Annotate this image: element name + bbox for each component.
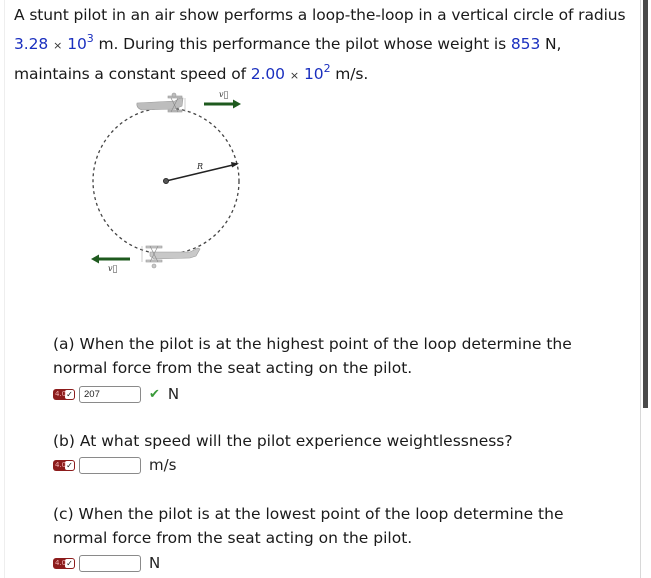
answer-row-c [53, 554, 160, 572]
badge-check-icon: ✓ [66, 460, 73, 470]
weight-value: 853 [510, 35, 541, 53]
attempts-badge[interactable] [53, 558, 75, 569]
answer-input-c[interactable] [79, 555, 141, 572]
badge-check-icon: ✓ [66, 389, 73, 399]
intro-text-3: N, maintains a constant speed of [14, 35, 562, 83]
times-symbol: × [53, 39, 63, 52]
attempts-badge[interactable] [53, 460, 75, 471]
panel-left-border [4, 0, 5, 578]
times-symbol: × [289, 69, 300, 82]
badge-number: 4.0 [55, 558, 67, 567]
intro-text-4: m/s. [330, 65, 369, 83]
correct-check-icon: ✔ [149, 386, 160, 402]
speed-exponent: 2 [323, 62, 331, 75]
badge-number: 4.0 [55, 460, 67, 469]
scrollbar-thumb[interactable] [643, 0, 648, 408]
velocity-label-top: v⃗ [219, 90, 229, 99]
question-c: (c) When the pilot is at the lowest point of the loop determine the normal force from the seat acting on the pilot. [53, 505, 564, 547]
unit-label-a: N [167, 385, 180, 403]
answer-row-b [53, 456, 176, 474]
speed-mantissa: 2.00 [250, 65, 285, 83]
attempts-badge[interactable] [53, 389, 75, 400]
badge-number: 4.0 [55, 389, 67, 398]
intro-text-1: A stunt pilot in an air show performs a loop-the-loop in a vertical circle of radius [14, 6, 626, 24]
center-point [163, 178, 168, 183]
intro-text-2: m. During this performance the pilot whose weight is [93, 35, 511, 53]
problem-statement [14, 1, 634, 90]
question-a: (a) When the pilot is at the highest point of the loop determine the normal force from the seat acting on the pilot. [53, 335, 572, 377]
unit-label-c: N [149, 554, 161, 572]
answer-row-a [53, 385, 179, 403]
radius-base: 10 [67, 35, 87, 53]
loop-diagram [80, 88, 260, 288]
answer-input-b[interactable] [79, 457, 141, 474]
answer-input-a[interactable]: 207 [79, 386, 141, 403]
question-b: (b) At what speed will the pilot experience weightlessness? [53, 432, 513, 450]
unit-label-b: m/s [149, 456, 177, 474]
panel-right-border [640, 0, 641, 578]
radius-mantissa: 3.28 [14, 35, 49, 53]
airplane-bottom-icon [142, 246, 200, 268]
radius-label: R [197, 162, 204, 171]
speed-base: 10 [304, 65, 324, 83]
velocity-label-bottom: v⃗ [108, 264, 118, 273]
radius-exponent: 3 [86, 32, 94, 45]
radius-arrowhead [231, 162, 239, 168]
badge-check-icon: ✓ [66, 558, 73, 568]
